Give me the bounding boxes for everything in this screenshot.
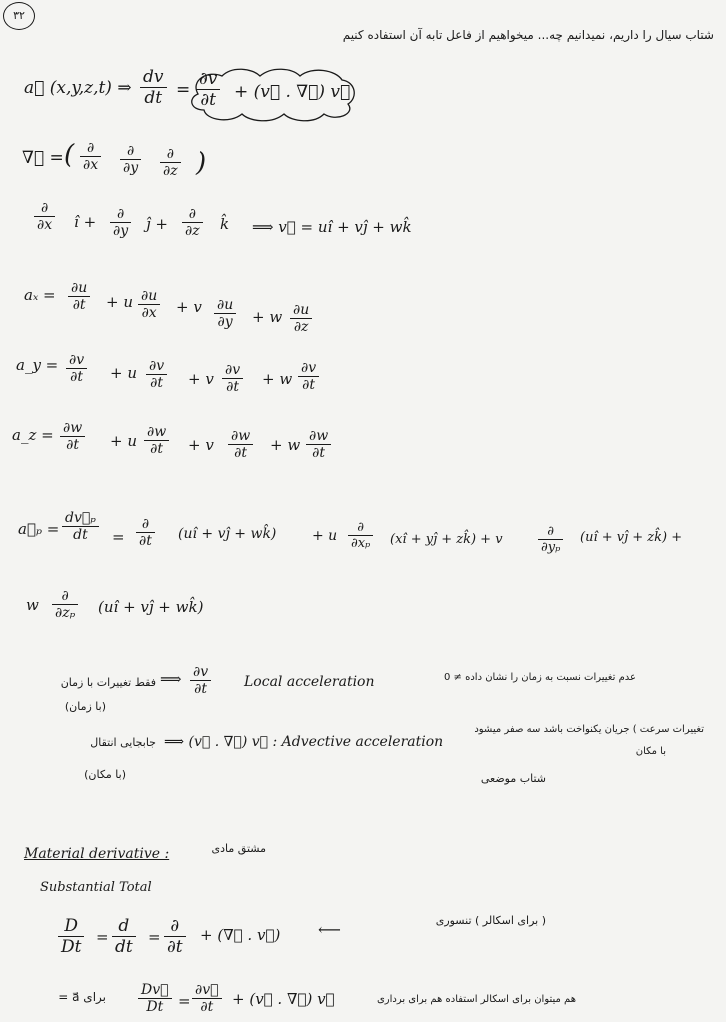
advective-fa-right3: شتاب موضعی	[480, 772, 546, 785]
local-label: Local acceleration	[244, 674, 375, 690]
ap-eq: =	[112, 528, 125, 546]
last-f1-den: Dt	[146, 999, 164, 1015]
last-eq: =	[178, 992, 191, 1010]
ap2-frac	[52, 588, 78, 621]
local-fa-left-sub: (با زمان)	[64, 700, 106, 713]
eq1-rest: + (v⃗ . ∇⃗) v⃗	[234, 82, 351, 102]
ap-lhs: a⃗ₚ =	[18, 520, 60, 538]
ax-f4-num: ∂u	[290, 302, 312, 319]
az-lhs: a_z =	[12, 426, 54, 444]
ap2-f1-num: ∂	[52, 588, 78, 605]
ap2-w: w	[26, 596, 39, 614]
eq1-f1-num: dv	[140, 67, 167, 88]
ap2-t1: (uî + vĵ + wk̂)	[98, 598, 204, 616]
eq1-equals: =	[176, 80, 191, 100]
advective-fa-left-sub: (با مکان)	[84, 768, 126, 781]
nabla2-frac-y	[110, 206, 131, 239]
ap-frac-2	[136, 516, 155, 549]
nabla2-i: î +	[74, 213, 97, 231]
ay-lhs: a_y =	[16, 356, 59, 374]
ddt-f3-den: ∂t	[167, 937, 183, 957]
nabla-f1-num: ∂	[80, 140, 101, 157]
ax-f1-num: ∂u	[68, 280, 90, 297]
eq1-f2-den: ∂t	[200, 90, 217, 110]
nabla-close: )	[196, 148, 207, 178]
eq1-f2-num: ∂v	[196, 69, 220, 90]
nabla-frac-x	[80, 140, 101, 173]
ax-f4-den: ∂z	[293, 319, 309, 335]
material-title: Material derivative :	[24, 846, 170, 862]
ax-f2-num: ∂u	[138, 288, 160, 305]
page-number: ۳۲	[3, 2, 35, 30]
ax-f2-den: ∂x	[141, 305, 157, 321]
eq1-lhs: a⃗ (x,y,z,t) ⇒	[24, 78, 132, 98]
nabla-open: (	[64, 140, 75, 170]
ap-frac-3	[348, 520, 373, 551]
ax-lhs: aₓ =	[24, 286, 56, 304]
ax-t2: + v	[176, 298, 202, 316]
az-frac-3	[228, 428, 253, 461]
az-f1-num: ∂w	[60, 420, 85, 437]
advective-fa-right2: با مکان	[635, 746, 666, 757]
az-frac-2	[144, 424, 169, 457]
nabla2-f1-den: ∂x	[37, 217, 53, 233]
local-f-num: ∂v	[190, 664, 211, 681]
ap-t1: (uî + vĵ + wk̂)	[178, 526, 277, 542]
ddt-f1-num: D	[58, 916, 84, 937]
local-fa-right: عدم تغییرات نسبت به زمان را نشان داده ≠ 0	[443, 672, 636, 683]
ap-f4-den: ∂yₚ	[541, 540, 561, 555]
ap-f2-num: ∂	[136, 516, 155, 533]
advective-fa-right: تغییرات سرعت ) جریان یکنواخت باشد سه صفر میشود	[474, 724, 704, 735]
header-note: شتاب سیال را داریم، نمیدانیم چه... میخواهیم از فاعل تابه آن استفاده کنیم	[342, 28, 714, 42]
nabla-f3-num: ∂	[160, 146, 181, 163]
nabla2-f1-num: ∂	[34, 200, 55, 217]
ddt-eq2: =	[148, 928, 161, 946]
nabla2-j: ĵ +	[146, 215, 168, 233]
last-f2-num: ∂v⃗	[192, 982, 222, 999]
ax-frac-4	[290, 302, 312, 335]
az-frac-4	[306, 428, 331, 461]
ap-f3-den: ∂xₚ	[351, 536, 371, 551]
nabla2-f3-den: ∂z	[185, 223, 200, 239]
az-f3-num: ∂w	[228, 428, 253, 445]
az-frac-1	[60, 420, 85, 453]
nabla2-k: k̂	[220, 215, 230, 233]
nabla-f2-num: ∂	[120, 143, 141, 160]
ax-t1: + u	[106, 293, 133, 311]
ddt-rest: + (∇⃗ . v⃗)	[200, 926, 281, 944]
ap-f2-den: ∂t	[139, 533, 152, 549]
ap-f4-num: ∂	[538, 524, 563, 540]
ay-t3: + w	[262, 370, 293, 388]
last-frac-D	[138, 982, 172, 1015]
az-f2-den: ∂t	[150, 441, 164, 457]
local-f-den: ∂t	[194, 681, 208, 697]
ddt-f1-den: Dt	[61, 937, 82, 957]
nabla-frac-z	[160, 146, 181, 179]
eq1-f1-den: dt	[144, 88, 163, 108]
nabla2-rhs: ⟹ v⃗ = uî + vĵ + wk̂	[252, 218, 412, 236]
nabla2-f2-num: ∂	[110, 206, 131, 223]
ax-t3: + w	[252, 308, 283, 326]
ap-f1-num: dv⃗ₚ	[62, 510, 99, 527]
az-f4-num: ∂w	[306, 428, 331, 445]
az-t1: + u	[110, 432, 137, 450]
nabla2-frac-x	[34, 200, 55, 233]
ap-f3-num: ∂	[348, 520, 373, 536]
last-f2-den: ∂t	[200, 999, 214, 1015]
advective-fa-left: جابجایی انتقال	[90, 736, 156, 749]
ay-frac-2	[146, 358, 167, 391]
az-t2: + v	[188, 436, 214, 454]
ddt-frac-d	[112, 916, 136, 957]
local-fa-left: فقط تغییرات با زمان	[60, 676, 156, 689]
last-rest: + (v⃗ . ∇⃗) v⃗	[232, 990, 335, 1008]
ap-t3: (xî + yĵ + zk̂) + v	[390, 532, 503, 547]
ay-f4-num: ∂v	[298, 360, 319, 377]
ay-f2-den: ∂t	[150, 375, 164, 391]
ay-f1-den: ∂t	[70, 369, 84, 385]
ddt-f2-num: d	[112, 916, 136, 937]
eq1-frac-dv-dt	[140, 67, 167, 108]
az-f3-den: ∂t	[234, 445, 248, 461]
ay-f4-den: ∂t	[302, 377, 316, 393]
ap2-f1-den: ∂zₚ	[55, 605, 76, 621]
ap-t4: (uî + vĵ + zk̂) +	[580, 530, 683, 545]
ddt-eq1: =	[96, 928, 109, 946]
ap-t2: + u	[312, 528, 338, 544]
ddt-frac-D	[58, 916, 84, 957]
eq1-frac-partial	[196, 69, 220, 110]
ap-f1-den: dt	[73, 527, 88, 543]
ay-t2: + v	[188, 370, 214, 388]
material-sub: Substantial Total	[40, 880, 152, 895]
last-f1-num: Dv⃗	[138, 982, 172, 999]
last-fa-right: هم میتوان برای اسکالر استفاده هم برای برداری	[376, 994, 576, 1005]
az-f4-den: ∂t	[312, 445, 326, 461]
advective-expr: ⟹ (v⃗ . ∇⃗) v⃗ : Advective acceleration	[164, 734, 444, 750]
ddt-frac-partial	[164, 916, 186, 957]
nabla2-f3-num: ∂	[182, 206, 203, 223]
ap-frac-4	[538, 524, 563, 555]
ay-f1-num: ∂v	[66, 352, 87, 369]
nabla-f3-den: ∂z	[163, 163, 178, 179]
nabla-lhs: ∇⃗ =	[22, 148, 64, 168]
az-t3: + w	[270, 436, 301, 454]
ddt-f2-den: dt	[115, 937, 133, 957]
ay-frac-3	[222, 362, 243, 395]
ay-f3-num: ∂v	[222, 362, 243, 379]
nabla-f2-den: ∂y	[123, 160, 139, 176]
nabla-frac-y	[120, 143, 141, 176]
ax-frac-1	[68, 280, 90, 313]
nabla-f1-den: ∂x	[83, 157, 99, 173]
nabla2-frac-z	[182, 206, 203, 239]
last-fa-left: برای a⃗ =	[58, 990, 106, 1004]
ay-f3-den: ∂t	[226, 379, 240, 395]
ay-t1: + u	[110, 364, 137, 382]
ay-f2-num: ∂v	[146, 358, 167, 375]
ay-frac-1	[66, 352, 87, 385]
ax-f3-den: ∂y	[217, 314, 233, 330]
ay-frac-4	[298, 360, 319, 393]
local-arrow: ⟹	[160, 670, 182, 688]
local-frac	[190, 664, 211, 697]
nabla2-f2-den: ∂y	[113, 223, 129, 239]
ap-frac-1	[62, 510, 99, 543]
ax-f1-den: ∂t	[72, 297, 86, 313]
az-f2-num: ∂w	[144, 424, 169, 441]
ddt-fa: ( برای اسکالر ) تنسوری	[435, 914, 546, 927]
az-f1-den: ∂t	[66, 437, 80, 453]
ax-frac-2	[138, 288, 160, 321]
ax-f3-num: ∂u	[214, 297, 236, 314]
ddt-f3-num: ∂	[164, 916, 186, 937]
ax-frac-3	[214, 297, 236, 330]
last-frac-partial	[192, 982, 222, 1015]
material-fa: مشتق مادی	[211, 842, 266, 855]
ddt-arrow: ⟵	[318, 920, 341, 939]
